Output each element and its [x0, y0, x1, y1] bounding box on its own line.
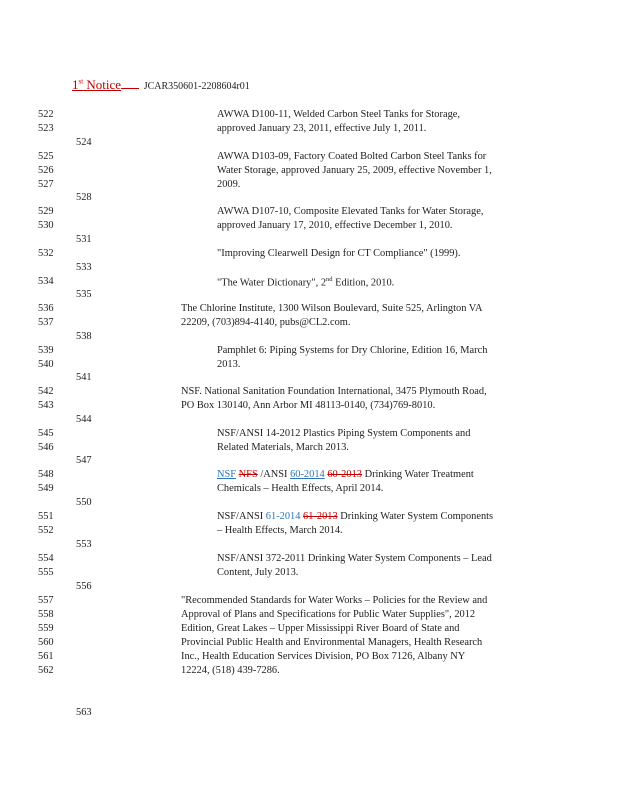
line-number: 554 [38, 553, 54, 564]
line-number: 525 [38, 151, 54, 162]
line-number: 529 [38, 206, 54, 217]
line-number: 551 [38, 511, 54, 522]
text-line: "Recommended Standards for Water Works – Policies for the Review and [181, 595, 488, 606]
line-number: 526 [38, 165, 54, 176]
text-line: AWWA D107-10, Composite Elevated Tanks for Water Storage, [217, 206, 484, 217]
line-number: 527 [38, 179, 54, 190]
text-line: Content, July 2013. [217, 567, 299, 578]
text-line: approved January 17, 2010, effective December 1, 2010. [217, 220, 453, 231]
deleted-text: 60-2013 [327, 469, 362, 480]
text-line: Provincial Public Health and Environmental Managers, Health Research [181, 637, 483, 648]
line-number: 541 [76, 372, 92, 383]
line-number: 559 [38, 623, 54, 634]
deleted-text: NFS [238, 469, 258, 480]
line-number: 532 [38, 248, 54, 259]
text-line: Chemicals – Health Effects, April 2014. [217, 483, 384, 494]
text-line: NSF/ANSI 372-2011 Drinking Water System Components – Lead [217, 553, 492, 564]
text-line: NSF/ANSI 61-2014 61-2013 Drinking Water System Components [217, 511, 494, 522]
line-number: 558 [38, 609, 54, 620]
text-line: "Improving Clearwell Design for CT Compliance" (1999). [217, 248, 461, 259]
line-number: 539 [38, 345, 54, 356]
text-line: AWWA D103-09, Factory Coated Bolted Carbon Steel Tanks for [217, 151, 487, 162]
text-line: Edition, Great Lakes – Upper Mississippi River Board of State and [181, 623, 460, 634]
line-number: 547 [76, 455, 92, 466]
line-number: 549 [38, 483, 54, 494]
text-line: Water Storage, approved January 25, 2009, effective November 1, [217, 165, 492, 176]
text-line: NSF/ANSI 14-2012 Plastics Piping System Components and [217, 428, 471, 439]
line-number: 523 [38, 123, 54, 134]
text-line: Inc., Health Education Services Division, PO Box 7126, Albany NY [181, 651, 466, 662]
line-number: 555 [38, 567, 54, 578]
line-number: 537 [38, 317, 54, 328]
inserted-text: 61-2014 [265, 511, 301, 522]
line-number: 546 [38, 442, 54, 453]
line-number: 536 [38, 303, 54, 314]
text-line: approved January 23, 2011, effective July 1, 2011. [217, 123, 427, 134]
line-number: 543 [38, 400, 54, 411]
line-number: 557 [38, 595, 54, 606]
line-number: 542 [38, 386, 54, 397]
line-number: 528 [76, 192, 92, 203]
text-line: Approval of Plans and Specifications for Public Water Supplies", 2012 [181, 609, 476, 620]
text-line: 12224, (518) 439-7286. [181, 665, 280, 676]
line-number: 548 [38, 469, 54, 480]
line-number: 524 [76, 137, 92, 148]
text-line: Related Materials, March 2013. [217, 442, 349, 453]
line-number: 531 [76, 234, 92, 245]
line-number: 535 [76, 289, 92, 300]
text-line: NSF. National Sanitation Foundation International, 3475 Plymouth Road, [181, 386, 487, 397]
text-line: 2009. [217, 179, 241, 190]
line-number: 530 [38, 220, 54, 231]
text-line: The Chlorine Institute, 1300 Wilson Boulevard, Suite 525, Arlington VA [181, 303, 483, 314]
line-number: 545 [38, 428, 54, 439]
text-line: 2013. [217, 359, 241, 370]
line-number: 556 [76, 581, 92, 592]
text-line: NSF NFS /ANSI 60-2014 60-2013 Drinking Water Treatment [217, 469, 474, 480]
line-number: 533 [76, 262, 92, 273]
line-number: 561 [38, 651, 54, 662]
line-number: 538 [76, 331, 92, 342]
line-number: 562 [38, 665, 54, 676]
line-number: 534 [38, 276, 54, 287]
text-line: "The Water Dictionary", 2nd Edition, 2010. [217, 276, 395, 289]
deleted-text: 61-2013 [303, 511, 338, 522]
text-line: 22209, (703)894-4140, pubs@CL2.com. [181, 317, 351, 328]
line-number: 540 [38, 359, 54, 370]
inserted-text: NSF [217, 469, 237, 480]
line-number: 563 [76, 707, 92, 718]
text-line: PO Box 130140, Ann Arbor MI 48113-0140, (734)769-8010. [181, 400, 436, 411]
line-number: 560 [38, 637, 54, 648]
notice-header [72, 77, 250, 93]
text-line: Pamphlet 6: Piping Systems for Dry Chlorine, Edition 16, March [217, 345, 488, 356]
notice-label: 1st Notice [72, 77, 122, 92]
text-line: – Health Effects, March 2014. [217, 525, 343, 536]
text-line: AWWA D100-11, Welded Carbon Steel Tanks for Storage, [217, 109, 460, 120]
inserted-text: 60-2014 [290, 469, 325, 480]
line-number: 550 [76, 497, 92, 508]
line-number: 522 [38, 109, 54, 120]
line-number: 552 [38, 525, 54, 536]
document-code: JCAR350601-2208604r01 [143, 81, 250, 92]
line-number: 544 [76, 414, 92, 425]
line-number: 553 [76, 539, 92, 550]
